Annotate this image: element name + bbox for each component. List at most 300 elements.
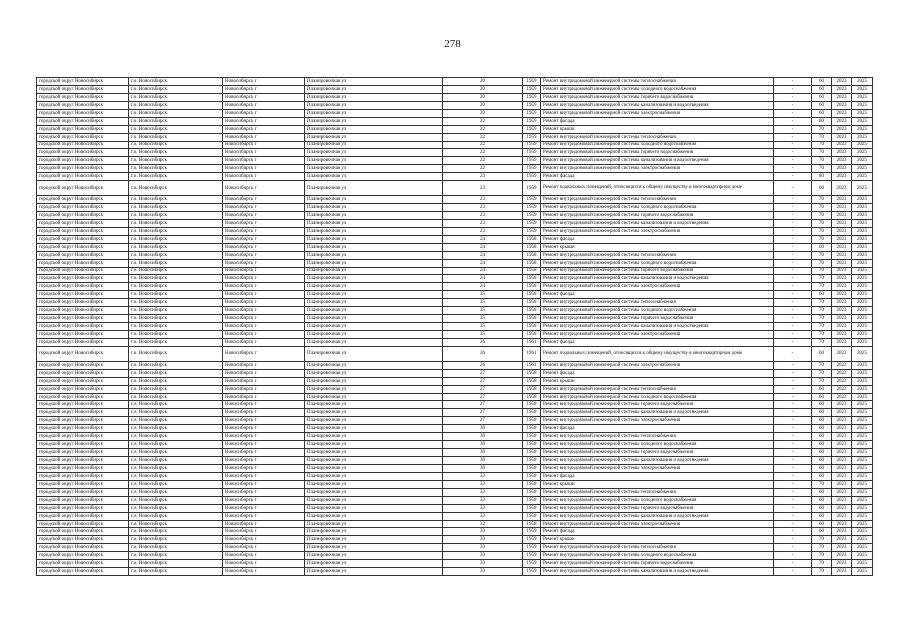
okrug-cell: городской округ Новосибирск <box>37 267 129 275</box>
value-cell: 60 <box>812 393 832 401</box>
table-row <box>37 211 873 219</box>
city-cell: Новосибирск г <box>223 449 305 457</box>
settlement-cell: г.о. Новосибирск <box>129 299 223 307</box>
start-year-cell: 2023 <box>832 275 852 283</box>
build-year-cell: 1959 <box>523 536 541 544</box>
end-year-cell: 2025 <box>852 85 873 93</box>
house-number-cell: 22 <box>443 157 523 165</box>
settlement-cell: г.о. Новосибирск <box>129 85 223 93</box>
okrug-cell: городской округ Новосибирск <box>37 141 129 149</box>
city-cell: Новосибирск г <box>223 346 305 361</box>
okrug-cell: городской округ Новосибирск <box>37 496 129 504</box>
okrug-cell: городской округ Новосибирск <box>37 243 129 251</box>
value-cell: 70 <box>812 149 832 157</box>
settlement-cell: г.о. Новосибирск <box>129 307 223 315</box>
end-year-cell: 2025 <box>852 417 873 425</box>
dash-cell: - <box>774 369 812 377</box>
work-type-cell: Ремонт внутридомовой инженерной системы электроснабжения <box>541 165 774 173</box>
table-row <box>37 409 873 417</box>
start-year-cell: 2023 <box>832 401 852 409</box>
city-cell: Новосибирск г <box>223 235 305 243</box>
value-cell: 60 <box>812 449 832 457</box>
dash-cell: - <box>774 243 812 251</box>
dash-cell: - <box>774 338 812 346</box>
end-year-cell: 2025 <box>852 181 873 196</box>
start-year-cell: 2023 <box>832 346 852 361</box>
start-year-cell: 2023 <box>832 227 852 235</box>
dash-cell: - <box>774 109 812 117</box>
work-type-cell: Ремонт внутридомовой инженерной системы горячего водоснабжения <box>541 267 774 275</box>
city-cell: Новосибирск г <box>223 133 305 141</box>
street-cell: Планировочная ул <box>305 181 443 196</box>
work-type-cell: Ремонт внутридомовой инженерной системы холодного водоснабжения <box>541 85 774 93</box>
house-number-cell: 23 <box>443 173 523 181</box>
dash-cell: - <box>774 528 812 536</box>
start-year-cell: 2023 <box>832 267 852 275</box>
dash-cell: - <box>774 568 812 576</box>
street-cell: Планировочная ул <box>305 385 443 393</box>
value-cell: 80 <box>812 117 832 125</box>
table-row <box>37 315 873 323</box>
end-year-cell: 2025 <box>852 299 873 307</box>
build-year-cell: 1959 <box>523 544 541 552</box>
table-row <box>37 568 873 576</box>
start-year-cell: 2023 <box>832 552 852 560</box>
table-row <box>37 472 873 480</box>
street-cell: Планировочная ул <box>305 520 443 528</box>
city-cell: Новосибирск г <box>223 149 305 157</box>
street-cell: Планировочная ул <box>305 251 443 259</box>
city-cell: Новосибирск г <box>223 464 305 472</box>
end-year-cell: 2025 <box>852 361 873 369</box>
city-cell: Новосибирск г <box>223 93 305 101</box>
table-row <box>37 544 873 552</box>
street-cell: Планировочная ул <box>305 196 443 204</box>
street-cell: Планировочная ул <box>305 243 443 251</box>
build-year-cell: 1958 <box>523 457 541 465</box>
table-row <box>37 117 873 125</box>
table-row <box>37 385 873 393</box>
work-type-cell: Ремонт внутридомовой инженерной системы канализования и водоотведения <box>541 157 774 165</box>
dash-cell: - <box>774 409 812 417</box>
build-year-cell: 1958 <box>523 488 541 496</box>
build-year-cell: 1958 <box>523 472 541 480</box>
dash-cell: - <box>774 544 812 552</box>
end-year-cell: 2025 <box>852 93 873 101</box>
work-type-cell: Ремонт внутридомовой инженерной системы электроснабжения <box>541 331 774 339</box>
work-type-cell: Ремонт внутридомовой инженерной системы электроснабжения <box>541 520 774 528</box>
city-cell: Новосибирск г <box>223 307 305 315</box>
okrug-cell: городской округ Новосибирск <box>37 393 129 401</box>
house-number-cell: 32 <box>443 480 523 488</box>
work-type-cell: Ремонт внутридомовой инженерной системы горячего водоснабжения <box>541 504 774 512</box>
street-cell: Планировочная ул <box>305 204 443 212</box>
work-type-cell: Ремонт фасада <box>541 425 774 433</box>
settlement-cell: г.о. Новосибирск <box>129 315 223 323</box>
settlement-cell: г.о. Новосибирск <box>129 401 223 409</box>
end-year-cell: 2025 <box>852 528 873 536</box>
start-year-cell: 2023 <box>832 291 852 299</box>
build-year-cell: 1958 <box>523 267 541 275</box>
okrug-cell: городской округ Новосибирск <box>37 544 129 552</box>
end-year-cell: 2025 <box>852 552 873 560</box>
street-cell: Планировочная ул <box>305 433 443 441</box>
dash-cell: - <box>774 283 812 291</box>
okrug-cell: городской округ Новосибирск <box>37 457 129 465</box>
start-year-cell: 2023 <box>832 235 852 243</box>
dash-cell: - <box>774 85 812 93</box>
value-cell: 70 <box>812 283 832 291</box>
value-cell: 70 <box>812 560 832 568</box>
okrug-cell: городской округ Новосибирск <box>37 441 129 449</box>
dash-cell: - <box>774 393 812 401</box>
house-number-cell: 30 <box>443 441 523 449</box>
house-number-cell: 24 <box>443 267 523 275</box>
city-cell: Новосибирск г <box>223 361 305 369</box>
work-type-cell: Ремонт внутридомовой инженерной системы электроснабжения <box>541 227 774 235</box>
value-cell: 60 <box>812 464 832 472</box>
end-year-cell: 2025 <box>852 568 873 576</box>
dash-cell: - <box>774 125 812 133</box>
work-type-cell: Ремонт фасада <box>541 472 774 480</box>
street-cell: Планировочная ул <box>305 560 443 568</box>
build-year-cell: 1959 <box>523 560 541 568</box>
work-type-cell: Ремонт внутридомовой инженерной системы горячего водоснабжения <box>541 211 774 219</box>
street-cell: Планировочная ул <box>305 528 443 536</box>
work-type-cell: Ремонт внутридомовой инженерной системы канализования и водоотведения <box>541 409 774 417</box>
settlement-cell: г.о. Новосибирск <box>129 141 223 149</box>
table-row <box>37 536 873 544</box>
street-cell: Планировочная ул <box>305 393 443 401</box>
end-year-cell: 2025 <box>852 512 873 520</box>
dash-cell: - <box>774 165 812 173</box>
city-cell: Новосибирск г <box>223 323 305 331</box>
start-year-cell: 2023 <box>832 560 852 568</box>
work-type-cell: Ремонт внутридомовой инженерной системы канализования и водоотведения <box>541 275 774 283</box>
settlement-cell: г.о. Новосибирск <box>129 219 223 227</box>
okrug-cell: городской округ Новосибирск <box>37 307 129 315</box>
settlement-cell: г.о. Новосибирск <box>129 377 223 385</box>
okrug-cell: городской округ Новосибирск <box>37 504 129 512</box>
street-cell: Планировочная ул <box>305 227 443 235</box>
settlement-cell: г.о. Новосибирск <box>129 552 223 560</box>
house-number-cell: 24 <box>443 235 523 243</box>
settlement-cell: г.о. Новосибирск <box>129 235 223 243</box>
end-year-cell: 2025 <box>852 125 873 133</box>
start-year-cell: 2023 <box>832 361 852 369</box>
city-cell: Новосибирск г <box>223 528 305 536</box>
work-type-cell: Ремонт крыши <box>541 377 774 385</box>
dash-cell: - <box>774 346 812 361</box>
start-year-cell: 2023 <box>832 472 852 480</box>
street-cell: Планировочная ул <box>305 401 443 409</box>
city-cell: Новосибирск г <box>223 299 305 307</box>
dash-cell: - <box>774 425 812 433</box>
city-cell: Новосибирск г <box>223 173 305 181</box>
build-year-cell: 1959 <box>523 157 541 165</box>
build-year-cell: 1959 <box>523 196 541 204</box>
house-number-cell: 24 <box>443 275 523 283</box>
start-year-cell: 2023 <box>832 528 852 536</box>
house-number-cell: 22 <box>443 133 523 141</box>
dash-cell: - <box>774 227 812 235</box>
street-cell: Планировочная ул <box>305 291 443 299</box>
city-cell: Новосибирск г <box>223 211 305 219</box>
city-cell: Новосибирск г <box>223 385 305 393</box>
table-row <box>37 227 873 235</box>
value-cell: 60 <box>812 101 832 109</box>
end-year-cell: 2025 <box>852 504 873 512</box>
work-type-cell: Ремонт внутридомовой инженерной системы холодного водоснабжения <box>541 441 774 449</box>
start-year-cell: 2023 <box>832 85 852 93</box>
work-type-cell: Ремонт внутридомовой инженерной системы канализования и водоотведения <box>541 457 774 465</box>
okrug-cell: городской округ Новосибирск <box>37 385 129 393</box>
end-year-cell: 2025 <box>852 141 873 149</box>
work-type-cell: Ремонт внутридомовой инженерной системы электроснабжения <box>541 283 774 291</box>
settlement-cell: г.о. Новосибирск <box>129 361 223 369</box>
build-year-cell: 1958 <box>523 480 541 488</box>
start-year-cell: 2023 <box>832 93 852 101</box>
build-year-cell: 1959 <box>523 568 541 576</box>
work-type-cell: Ремонт внутридомовой инженерной системы холодного водоснабжения <box>541 141 774 149</box>
build-year-cell: 1958 <box>523 331 541 339</box>
start-year-cell: 2023 <box>832 409 852 417</box>
build-year-cell: 1958 <box>523 393 541 401</box>
value-cell: 60 <box>812 243 832 251</box>
build-year-cell: 1958 <box>523 512 541 520</box>
work-type-cell: Ремонт фасада <box>541 338 774 346</box>
city-cell: Новосибирск г <box>223 267 305 275</box>
work-type-cell: Ремонт внутридомовой инженерной системы горячего водоснабжения <box>541 93 774 101</box>
start-year-cell: 2023 <box>832 433 852 441</box>
end-year-cell: 2025 <box>852 243 873 251</box>
end-year-cell: 2025 <box>852 520 873 528</box>
work-type-cell: Ремонт фасада <box>541 291 774 299</box>
end-year-cell: 2025 <box>852 449 873 457</box>
end-year-cell: 2025 <box>852 472 873 480</box>
table-row <box>37 141 873 149</box>
value-cell: 60 <box>812 488 832 496</box>
settlement-cell: г.о. Новосибирск <box>129 275 223 283</box>
settlement-cell: г.о. Новосибирск <box>129 323 223 331</box>
dash-cell: - <box>774 101 812 109</box>
settlement-cell: г.о. Новосибирск <box>129 109 223 117</box>
start-year-cell: 2023 <box>832 117 852 125</box>
end-year-cell: 2025 <box>852 409 873 417</box>
okrug-cell: городской округ Новосибирск <box>37 173 129 181</box>
start-year-cell: 2023 <box>832 425 852 433</box>
okrug-cell: городской округ Новосибирск <box>37 520 129 528</box>
start-year-cell: 2023 <box>832 504 852 512</box>
build-year-cell: 1959 <box>523 117 541 125</box>
dash-cell: - <box>774 417 812 425</box>
dash-cell: - <box>774 449 812 457</box>
build-year-cell: 1958 <box>523 315 541 323</box>
okrug-cell: городской округ Новосибирск <box>37 472 129 480</box>
house-number-cell: 30 <box>443 457 523 465</box>
settlement-cell: г.о. Новосибирск <box>129 149 223 157</box>
end-year-cell: 2025 <box>852 441 873 449</box>
work-type-cell: Ремонт фасада <box>541 369 774 377</box>
settlement-cell: г.о. Новосибирск <box>129 560 223 568</box>
city-cell: Новосибирск г <box>223 417 305 425</box>
work-type-cell: Ремонт внутридомовой инженерной системы горячего водоснабжения <box>541 315 774 323</box>
value-cell: 70 <box>812 480 832 488</box>
dash-cell: - <box>774 377 812 385</box>
value-cell: 60 <box>812 417 832 425</box>
start-year-cell: 2023 <box>832 109 852 117</box>
house-number-cell: 25 <box>443 291 523 299</box>
build-year-cell: 1958 <box>523 433 541 441</box>
start-year-cell: 2023 <box>832 78 852 86</box>
end-year-cell: 2025 <box>852 196 873 204</box>
work-type-cell: Ремонт внутридомовой инженерной системы теплоснабжения <box>541 544 774 552</box>
table-row <box>37 149 873 157</box>
table-row <box>37 251 873 259</box>
okrug-cell: городской округ Новосибирск <box>37 323 129 331</box>
value-cell: 60 <box>812 496 832 504</box>
value-cell: 70 <box>812 141 832 149</box>
end-year-cell: 2025 <box>852 78 873 86</box>
settlement-cell: г.о. Новосибирск <box>129 133 223 141</box>
start-year-cell: 2023 <box>832 149 852 157</box>
work-type-cell: Ремонт внутридомовой инженерной системы канализования и водоотведения <box>541 323 774 331</box>
table-row <box>37 393 873 401</box>
value-cell: 70 <box>812 568 832 576</box>
okrug-cell: городской округ Новосибирск <box>37 449 129 457</box>
city-cell: Новосибирск г <box>223 377 305 385</box>
settlement-cell: г.о. Новосибирск <box>129 243 223 251</box>
city-cell: Новосибирск г <box>223 101 305 109</box>
start-year-cell: 2023 <box>832 211 852 219</box>
end-year-cell: 2025 <box>852 149 873 157</box>
city-cell: Новосибирск г <box>223 219 305 227</box>
dash-cell: - <box>774 275 812 283</box>
value-cell: 70 <box>812 331 832 339</box>
start-year-cell: 2023 <box>832 369 852 377</box>
dash-cell: - <box>774 291 812 299</box>
street-cell: Планировочная ул <box>305 449 443 457</box>
settlement-cell: г.о. Новосибирск <box>129 291 223 299</box>
end-year-cell: 2025 <box>852 219 873 227</box>
settlement-cell: г.о. Новосибирск <box>129 393 223 401</box>
city-cell: Новосибирск г <box>223 425 305 433</box>
okrug-cell: городской округ Новосибирск <box>37 196 129 204</box>
house-number-cell: 22 <box>443 165 523 173</box>
end-year-cell: 2025 <box>852 283 873 291</box>
start-year-cell: 2023 <box>832 243 852 251</box>
okrug-cell: городской округ Новосибирск <box>37 480 129 488</box>
table-row <box>37 267 873 275</box>
table-row <box>37 133 873 141</box>
street-cell: Планировочная ул <box>305 307 443 315</box>
build-year-cell: 1961 <box>523 361 541 369</box>
settlement-cell: г.о. Новосибирск <box>129 528 223 536</box>
end-year-cell: 2025 <box>852 204 873 212</box>
okrug-cell: городской округ Новосибирск <box>37 78 129 86</box>
street-cell: Планировочная ул <box>305 219 443 227</box>
table-row <box>37 196 873 204</box>
value-cell: 70 <box>812 259 832 267</box>
end-year-cell: 2025 <box>852 480 873 488</box>
end-year-cell: 2025 <box>852 544 873 552</box>
house-number-cell: 27 <box>443 385 523 393</box>
okrug-cell: городской округ Новосибирск <box>37 181 129 196</box>
okrug-cell: городской округ Новосибирск <box>37 315 129 323</box>
value-cell: 70 <box>812 544 832 552</box>
end-year-cell: 2025 <box>852 377 873 385</box>
work-type-cell: Ремонт внутридомовой инженерной системы электроснабжения <box>541 361 774 369</box>
dash-cell: - <box>774 480 812 488</box>
dash-cell: - <box>774 149 812 157</box>
start-year-cell: 2023 <box>832 512 852 520</box>
settlement-cell: г.о. Новосибирск <box>129 346 223 361</box>
work-type-cell: Ремонт внутридомовой инженерной системы теплоснабжения <box>541 299 774 307</box>
value-cell: 70 <box>812 315 832 323</box>
street-cell: Планировочная ул <box>305 149 443 157</box>
start-year-cell: 2023 <box>832 464 852 472</box>
house-number-cell: 22 <box>443 125 523 133</box>
city-cell: Новосибирск г <box>223 291 305 299</box>
end-year-cell: 2025 <box>852 165 873 173</box>
work-type-cell: Ремонт крыши <box>541 480 774 488</box>
street-cell: Планировочная ул <box>305 568 443 576</box>
value-cell: 70 <box>812 125 832 133</box>
city-cell: Новосибирск г <box>223 283 305 291</box>
settlement-cell: г.о. Новосибирск <box>129 449 223 457</box>
okrug-cell: городской округ Новосибирск <box>37 361 129 369</box>
end-year-cell: 2025 <box>852 464 873 472</box>
start-year-cell: 2023 <box>832 331 852 339</box>
build-year-cell: 1958 <box>523 504 541 512</box>
value-cell: 60 <box>812 441 832 449</box>
dash-cell: - <box>774 331 812 339</box>
street-cell: Планировочная ул <box>305 125 443 133</box>
street-cell: Планировочная ул <box>305 323 443 331</box>
end-year-cell: 2025 <box>852 109 873 117</box>
settlement-cell: г.о. Новосибирск <box>129 536 223 544</box>
house-number-cell: 26 <box>443 361 523 369</box>
okrug-cell: городской округ Новосибирск <box>37 165 129 173</box>
dash-cell: - <box>774 552 812 560</box>
house-number-cell: 23 <box>443 181 523 196</box>
table-row <box>37 93 873 101</box>
dash-cell: - <box>774 235 812 243</box>
start-year-cell: 2023 <box>832 307 852 315</box>
build-year-cell: 1958 <box>523 449 541 457</box>
build-year-cell: 1958 <box>523 417 541 425</box>
end-year-cell: 2025 <box>852 117 873 125</box>
table-row <box>37 204 873 212</box>
house-number-cell: 22 <box>443 149 523 157</box>
table-row <box>37 291 873 299</box>
work-type-cell: Ремонт внутридомовой инженерной системы теплоснабжения <box>541 78 774 86</box>
table-row <box>37 496 873 504</box>
build-year-cell: 1959 <box>523 173 541 181</box>
end-year-cell: 2025 <box>852 536 873 544</box>
end-year-cell: 2025 <box>852 488 873 496</box>
settlement-cell: г.о. Новосибирск <box>129 417 223 425</box>
city-cell: Новосибирск г <box>223 275 305 283</box>
city-cell: Новосибирск г <box>223 338 305 346</box>
build-year-cell: 1959 <box>523 181 541 196</box>
city-cell: Новосибирск г <box>223 78 305 86</box>
dash-cell: - <box>774 536 812 544</box>
house-number-cell: 25 <box>443 299 523 307</box>
table-row <box>37 504 873 512</box>
house-number-cell: 23 <box>443 204 523 212</box>
city-cell: Новосибирск г <box>223 259 305 267</box>
